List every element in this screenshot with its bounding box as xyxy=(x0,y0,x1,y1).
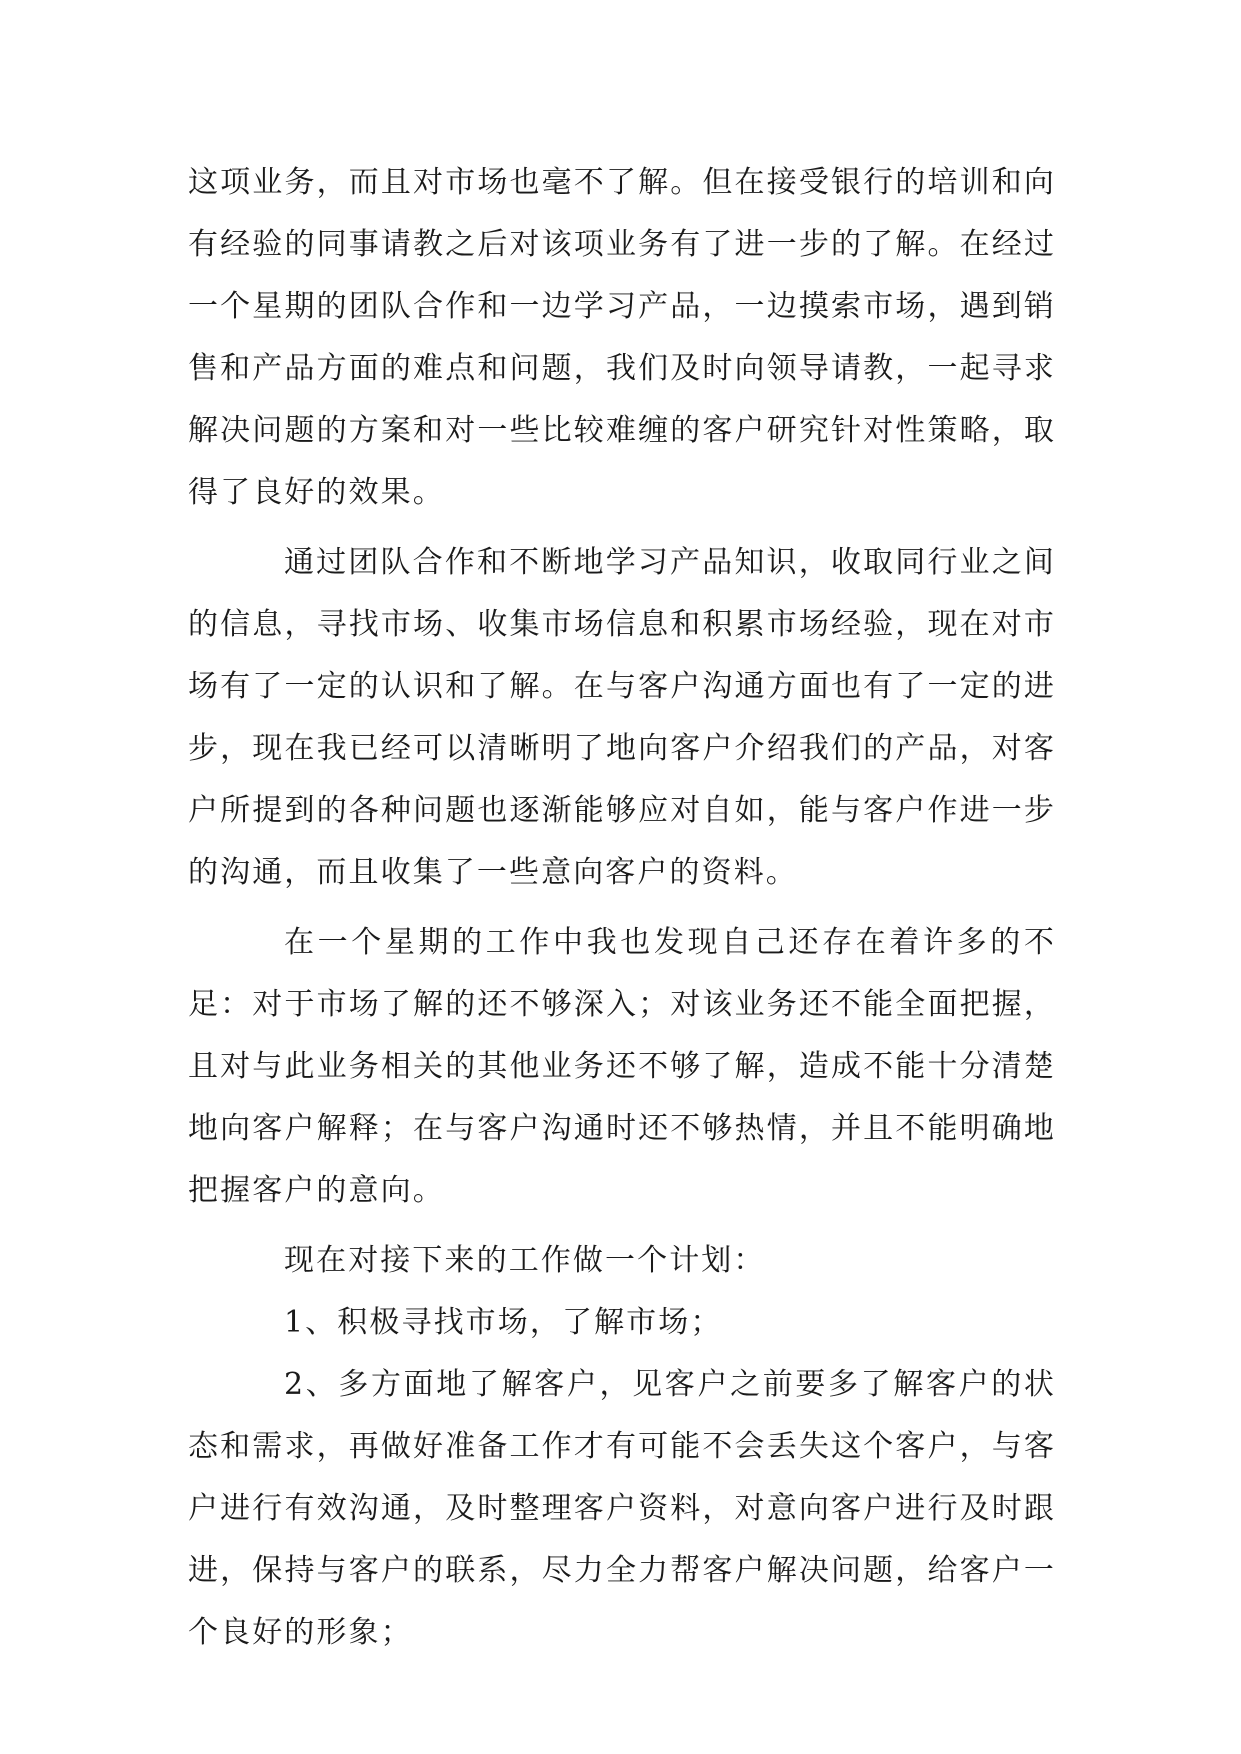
plan-item-1: 1、积极寻找市场，了解市场； xyxy=(284,1305,723,1340)
plan-item-2: 2、多方面地了解客户，见客户之前要多了解客户的状态和需求，再做好准备工作才有可能不会丢失这个客户，与客户进行有效沟通，及时整理客户资料，对意向客户进行及时跟进，保持与客户的联系，尽力全力帮客户解决问题，给客户一个良好的形象； xyxy=(188,1367,1056,1650)
paragraph-team-progress: 通过团队合作和不断地学习产品知识，收取同行业之间的信息，寻找市场、收集市场信息和积累市场经验，现在对市场有了一定的认识和了解。在与客户沟通方面也有了一定的进步，现在我已经可以清晰明了地向客户介绍我们的产品，对客户所提到的各种问题也逐渐能够应对自如，能与客户作进一步的沟通，而且收集了一些意向客户的资料。 xyxy=(188,545,1056,890)
paragraph-continuation: 这项业务，而且对市场也毫不了解。但在接受银行的培训和向有经验的同事请教之后对该项业务有了进一步的了解。在经过一个星期的团队合作和一边学习产品，一边摸索市场，遇到销售和产品方面的难点和问题，我们及时向领导请教，一起寻求解决问题的方案和对一些比较难缠的客户研究针对性策略，取得了良好的效果。 xyxy=(188,165,1056,510)
paragraph-plan-intro: 现在对接下来的工作做一个计划： xyxy=(284,1243,766,1278)
document-body xyxy=(188,152,1056,1664)
paragraph-shortcomings: 在一个星期的工作中我也发现自己还存在着许多的不足：对于市场了解的还不够深入；对该业务还不能全面把握，且对与此业务相关的其他业务还不够了解，造成不能十分清楚地向客户解释；在与客户沟通时还不够热情，并且不能明确地把握客户的意向。 xyxy=(188,925,1056,1208)
